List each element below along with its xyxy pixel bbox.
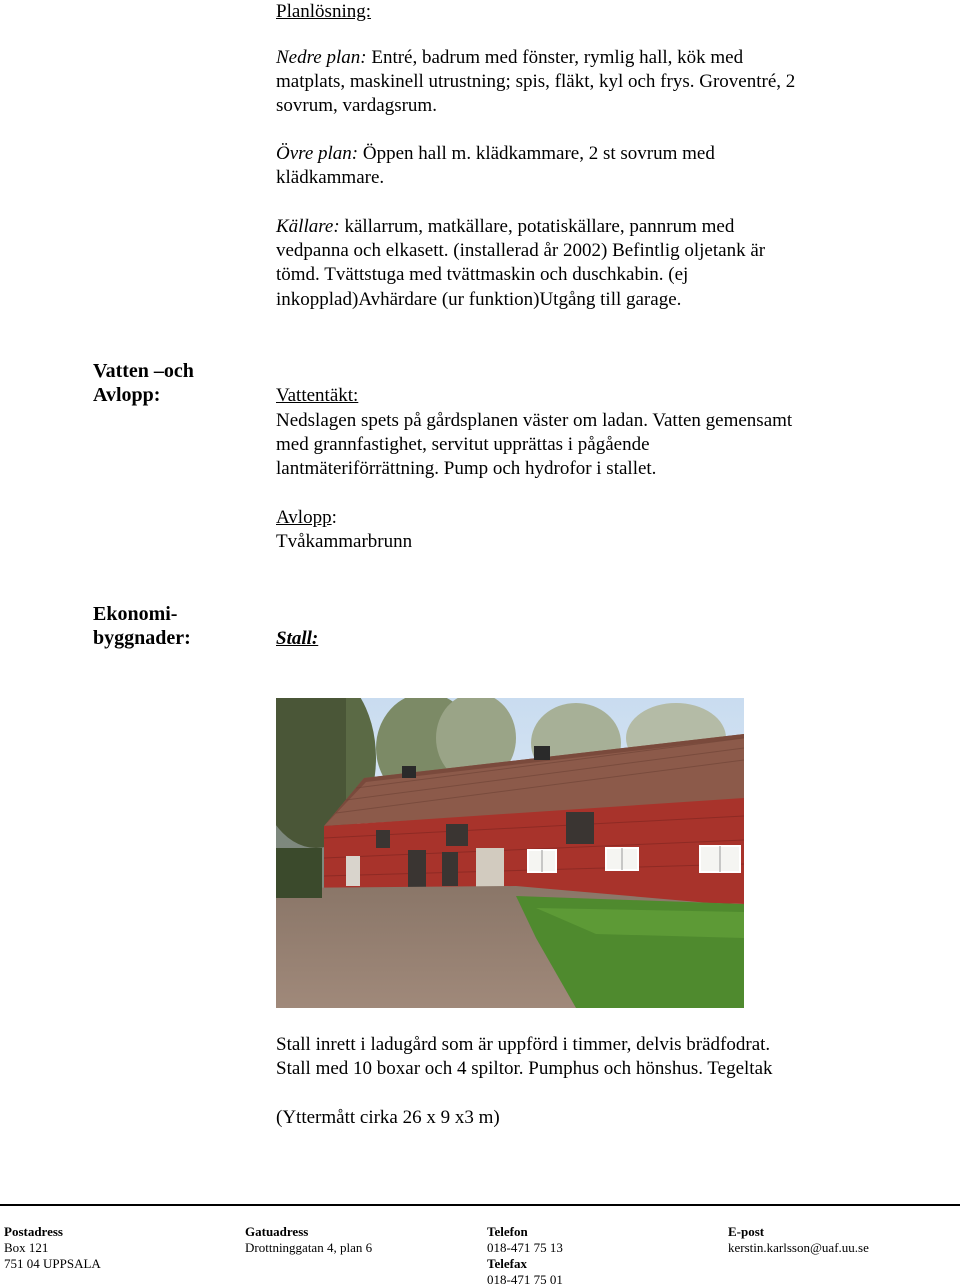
gatuadress-heading: Gatuadress: [245, 1224, 309, 1239]
telefon-heading: Telefon: [487, 1224, 528, 1239]
ekonomibyggnader-label: Ekonomi-byggnader:: [93, 603, 191, 649]
postadress-heading: Postadress: [4, 1224, 63, 1239]
kallare-paragraph: [276, 215, 796, 312]
stall-heading: Stall:: [276, 628, 319, 649]
avlopp-heading: Avlopp: [276, 507, 332, 528]
vatten-avlopp-label: Vatten –och Avlopp:: [93, 360, 194, 406]
footer-postadress: [4, 1224, 101, 1272]
kallare-label: Källare:: [276, 216, 340, 237]
epost-heading: E-post: [728, 1224, 765, 1239]
stall-description: Stall inrett i ladugård som är uppförd i timmer, delvis brädfodrat. Stall med 10 boxar och 4 spiltor. Pumphus och hönshus. Tegeltak: [276, 1034, 773, 1080]
vattentakt-text: Nedslagen spets på gårdsplanen väster om ladan. Vatten gemensamt med grannfastighet, servitut upprättas i pågående lantmäteriförrättning. Pump och hydrofor i stallet.: [276, 410, 793, 480]
kallare-text: källarrum, matkällare, potatiskällare, pannrum med vedpanna och elkasett. (installerad år 2002) Befintlig oljetank är tömd. Tvättstuga med tvättmaskin och duschkabin. (ej inkopplad)Avhärdare (ur funktion)Utgång till garage.: [276, 216, 766, 310]
barn-photo: [276, 698, 744, 1008]
ovre-plan-text: Öppen hall m. klädkammare, 2 st sovrum med klädkammare.: [276, 143, 715, 189]
nedre-plan-text: Entré, badrum med fönster, rymlig hall, kök med matplats, maskinell utrustning; spis, fläkt, kyl och frys. Groventré, 2 sovrum, vardagsrum.: [276, 47, 796, 117]
epost-address[interactable]: kerstin.karlsson@uaf.uu.se: [728, 1240, 869, 1255]
stall-dimensions: (Yttermått cirka 26 x 9 x3 m): [276, 1107, 500, 1128]
footer-gatuadress: [245, 1224, 372, 1256]
avlopp-colon: :: [331, 507, 337, 528]
red-barn-illustration: [276, 698, 744, 1008]
postadress-line1: Box 121: [4, 1240, 49, 1255]
avlopp-text: Tvåkammarbrunn: [276, 531, 413, 552]
vattentakt-heading: Vattentäkt:: [276, 385, 359, 406]
postadress-line2: 751 04 UPPSALA: [4, 1256, 101, 1271]
footer-telefon: [487, 1224, 563, 1288]
avlopp-heading-line: [276, 506, 337, 530]
ovre-plan-paragraph: [276, 142, 776, 190]
nedre-plan-paragraph: [276, 46, 816, 119]
telefax-number: 018-471 75 01: [487, 1272, 563, 1287]
telefax-heading: Telefax: [487, 1256, 527, 1271]
telefon-number: 018-471 75 13: [487, 1240, 563, 1255]
gatuadress-line1: Drottninggatan 4, plan 6: [245, 1240, 373, 1255]
ovre-plan-label: Övre plan:: [276, 143, 359, 164]
planlosning-heading: Planlösning:: [276, 1, 372, 22]
footer-epost: [728, 1224, 869, 1256]
nedre-plan-label: Nedre plan:: [276, 47, 367, 68]
footer-divider: [0, 1204, 960, 1206]
